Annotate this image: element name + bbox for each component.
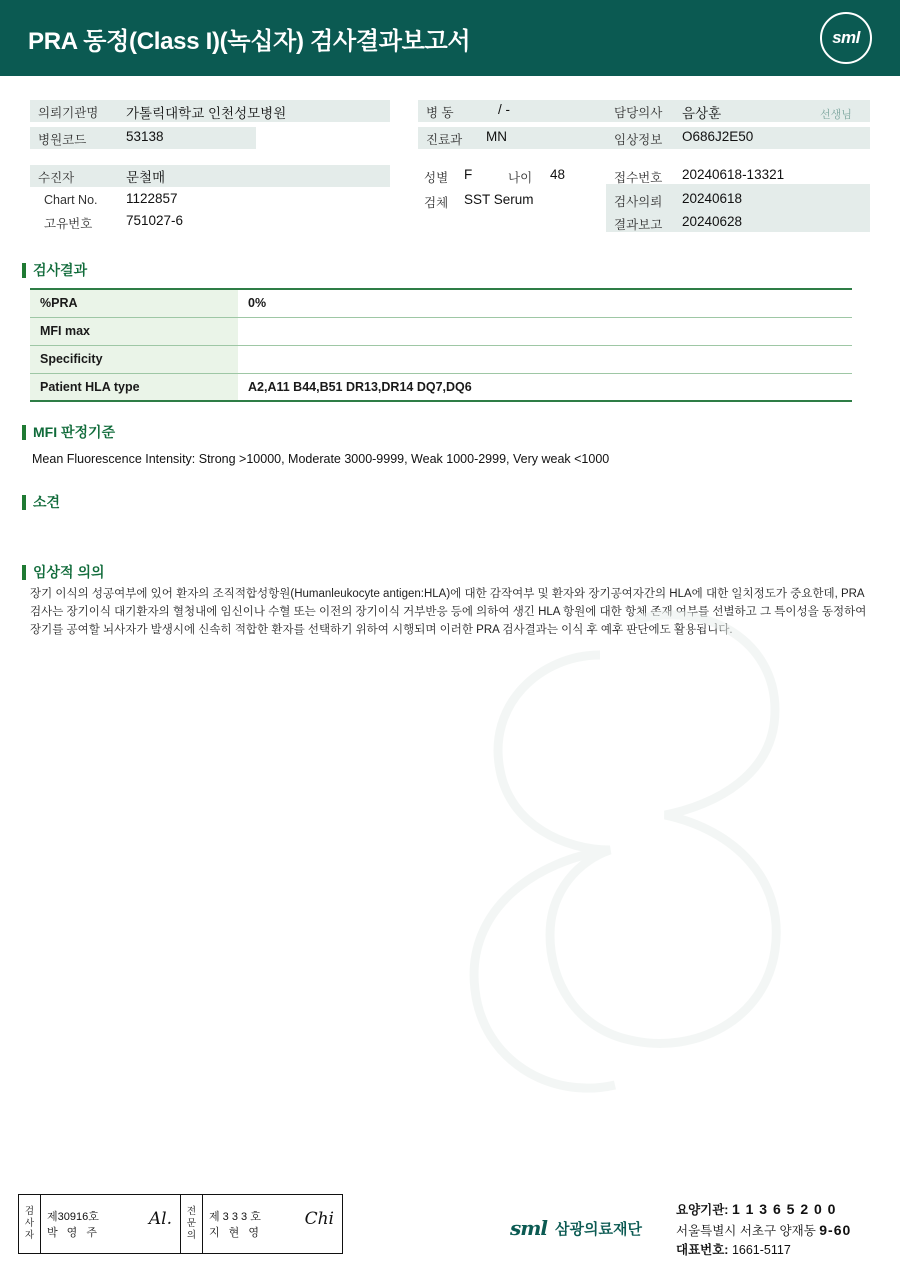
section-heading-clinical — [22, 562, 105, 582]
result-value: A2,A11 B44,B51 DR13,DR14 DQ7,DQ6 — [238, 373, 852, 401]
table-row — [30, 373, 852, 401]
ward-label: 병 동 — [426, 106, 454, 120]
table-row — [30, 345, 852, 373]
section-title-opinion: 소견 — [33, 494, 61, 510]
result-key: Specificity — [30, 345, 238, 373]
sex-label: 성별 — [424, 171, 449, 185]
chart-no-label: Chart No. — [44, 193, 98, 207]
org-label: 의뢰기관명 — [38, 106, 99, 120]
section-bar-icon — [22, 565, 26, 580]
page-title: PRA 동정(Class I)(녹십자) 검사결과보고서 — [28, 27, 471, 55]
patient-value: 문철매 — [126, 170, 166, 185]
patient-row-band — [30, 165, 390, 187]
specialist-name: 지 현 영 — [209, 1227, 262, 1239]
watermark-logo-icon — [335, 560, 875, 1160]
result-value: 0% — [238, 289, 852, 317]
sml-logo-text: sml — [832, 28, 860, 47]
hospital-code-value: 53138 — [126, 129, 164, 144]
dept-label: 진료과 — [426, 133, 463, 147]
inspector-name: 박 영 주 — [47, 1227, 100, 1239]
result-key: %PRA — [30, 289, 238, 317]
signature-box — [18, 1194, 343, 1254]
section-heading-mfi — [22, 422, 115, 442]
hospital-code-label: 병원코드 — [38, 133, 87, 147]
report-header — [0, 0, 900, 76]
mfi-criteria-text: Mean Fluorescence Intensity: Strong >10000, Moderate 3000-9999, Weak 1000-2999, Very weak <1000 — [32, 452, 610, 466]
clinical-info-value: O686J2E50 — [682, 129, 754, 144]
result-value — [238, 317, 852, 345]
section-bar-icon — [22, 495, 26, 510]
inspector-license: 제30916호 — [47, 1211, 99, 1223]
table-row — [30, 289, 852, 317]
age-label: 나이 — [508, 171, 533, 185]
section-heading-opinion — [22, 492, 60, 512]
receipt-no-label: 접수번호 — [614, 171, 663, 185]
address-value: 9-60 — [819, 1222, 852, 1238]
sml-footer-logo-icon: sml — [510, 1216, 548, 1240]
result-report-label: 결과보고 — [614, 218, 663, 232]
tel-label: 대표번호: — [676, 1243, 729, 1257]
chart-no-value: 1122857 — [126, 191, 178, 206]
specialist-signature — [203, 1195, 342, 1253]
specialist-license: 제 3 3 3 호 — [209, 1211, 261, 1223]
institution-value: 1 1 3 6 5 2 0 0 — [731, 1201, 837, 1217]
age-value: 48 — [550, 167, 566, 182]
result-key: MFI max — [30, 317, 238, 345]
sml-logo-icon — [820, 12, 872, 64]
ward-value: / - — [498, 102, 510, 117]
doctor-suffix: 선생님 — [820, 109, 852, 121]
section-title-clinical: 임상적 의의 — [33, 564, 105, 580]
footer-org-name: 삼광의료재단 — [555, 1220, 642, 1238]
specimen-label: 검체 — [424, 196, 449, 210]
footer-address-block — [676, 1199, 851, 1260]
address-label: 서울특별시 서초구 양재동 — [676, 1224, 816, 1238]
result-key: Patient HLA type — [30, 373, 238, 401]
result-report-value: 20240628 — [682, 214, 743, 229]
tel-value: 1661-5117 — [731, 1243, 791, 1257]
test-request-label: 검사의뢰 — [614, 195, 663, 209]
clinical-info-label: 임상정보 — [614, 133, 663, 147]
specialist-stamp: Chi — [304, 1209, 334, 1229]
inspector-vertical-label: 검 사 자 — [19, 1195, 41, 1253]
result-value — [238, 345, 852, 373]
specimen-value: SST Serum — [464, 192, 534, 207]
section-title-results: 검사결과 — [33, 262, 88, 278]
section-bar-icon — [22, 263, 26, 278]
test-request-value: 20240618 — [682, 191, 743, 206]
results-table — [30, 288, 852, 402]
dept-value: MN — [486, 129, 507, 144]
specialist-vertical-label: 전 문 의 — [181, 1195, 203, 1253]
institution-label: 요양기관: — [676, 1203, 729, 1217]
unique-no-value: 751027-6 — [126, 213, 184, 228]
doctor-value: 음상훈 — [682, 106, 722, 121]
inspector-signature — [41, 1195, 181, 1253]
receipt-no-value: 20240618-13321 — [682, 167, 785, 182]
clinical-significance-text: 장기 이식의 성공여부에 있어 환자의 조직적합성항원(Humanleukocyte antigen:HLA)에 대한 감작여부 및 환자와 장기공여자간의 HLA에 대한 일치정도가 중요한데, PRA 검사는 장기이식 대기환자의 혈청내에 임신이나 수혈 또는 이전의 장기이식 거부반응 등에 의하여 생긴 HLA 항원에 대한 항체 존재 여부를 선별하고 그 특이성을 동정하여 장기를 공여할 뇌사자가 발생시에 신속히 적합한 환자를 선택하기 위하여 시행되며 이러한 PRA 검사결과는 이식 후 예후 판단에도 활용됩니다. — [30, 588, 867, 636]
doctor-label: 담당의사 — [614, 106, 663, 120]
org-value: 가톨릭대학교 인천성모병원 — [126, 106, 287, 121]
unique-no-label: 고유번호 — [44, 217, 93, 231]
footer-logo — [510, 1216, 642, 1240]
sex-value: F — [464, 167, 473, 182]
table-row — [30, 317, 852, 345]
section-bar-icon — [22, 425, 26, 440]
section-title-mfi: MFI 판정기준 — [33, 424, 116, 440]
inspector-stamp: Al. — [148, 1209, 172, 1229]
section-heading-results — [22, 260, 87, 280]
patient-label: 수진자 — [38, 171, 75, 185]
